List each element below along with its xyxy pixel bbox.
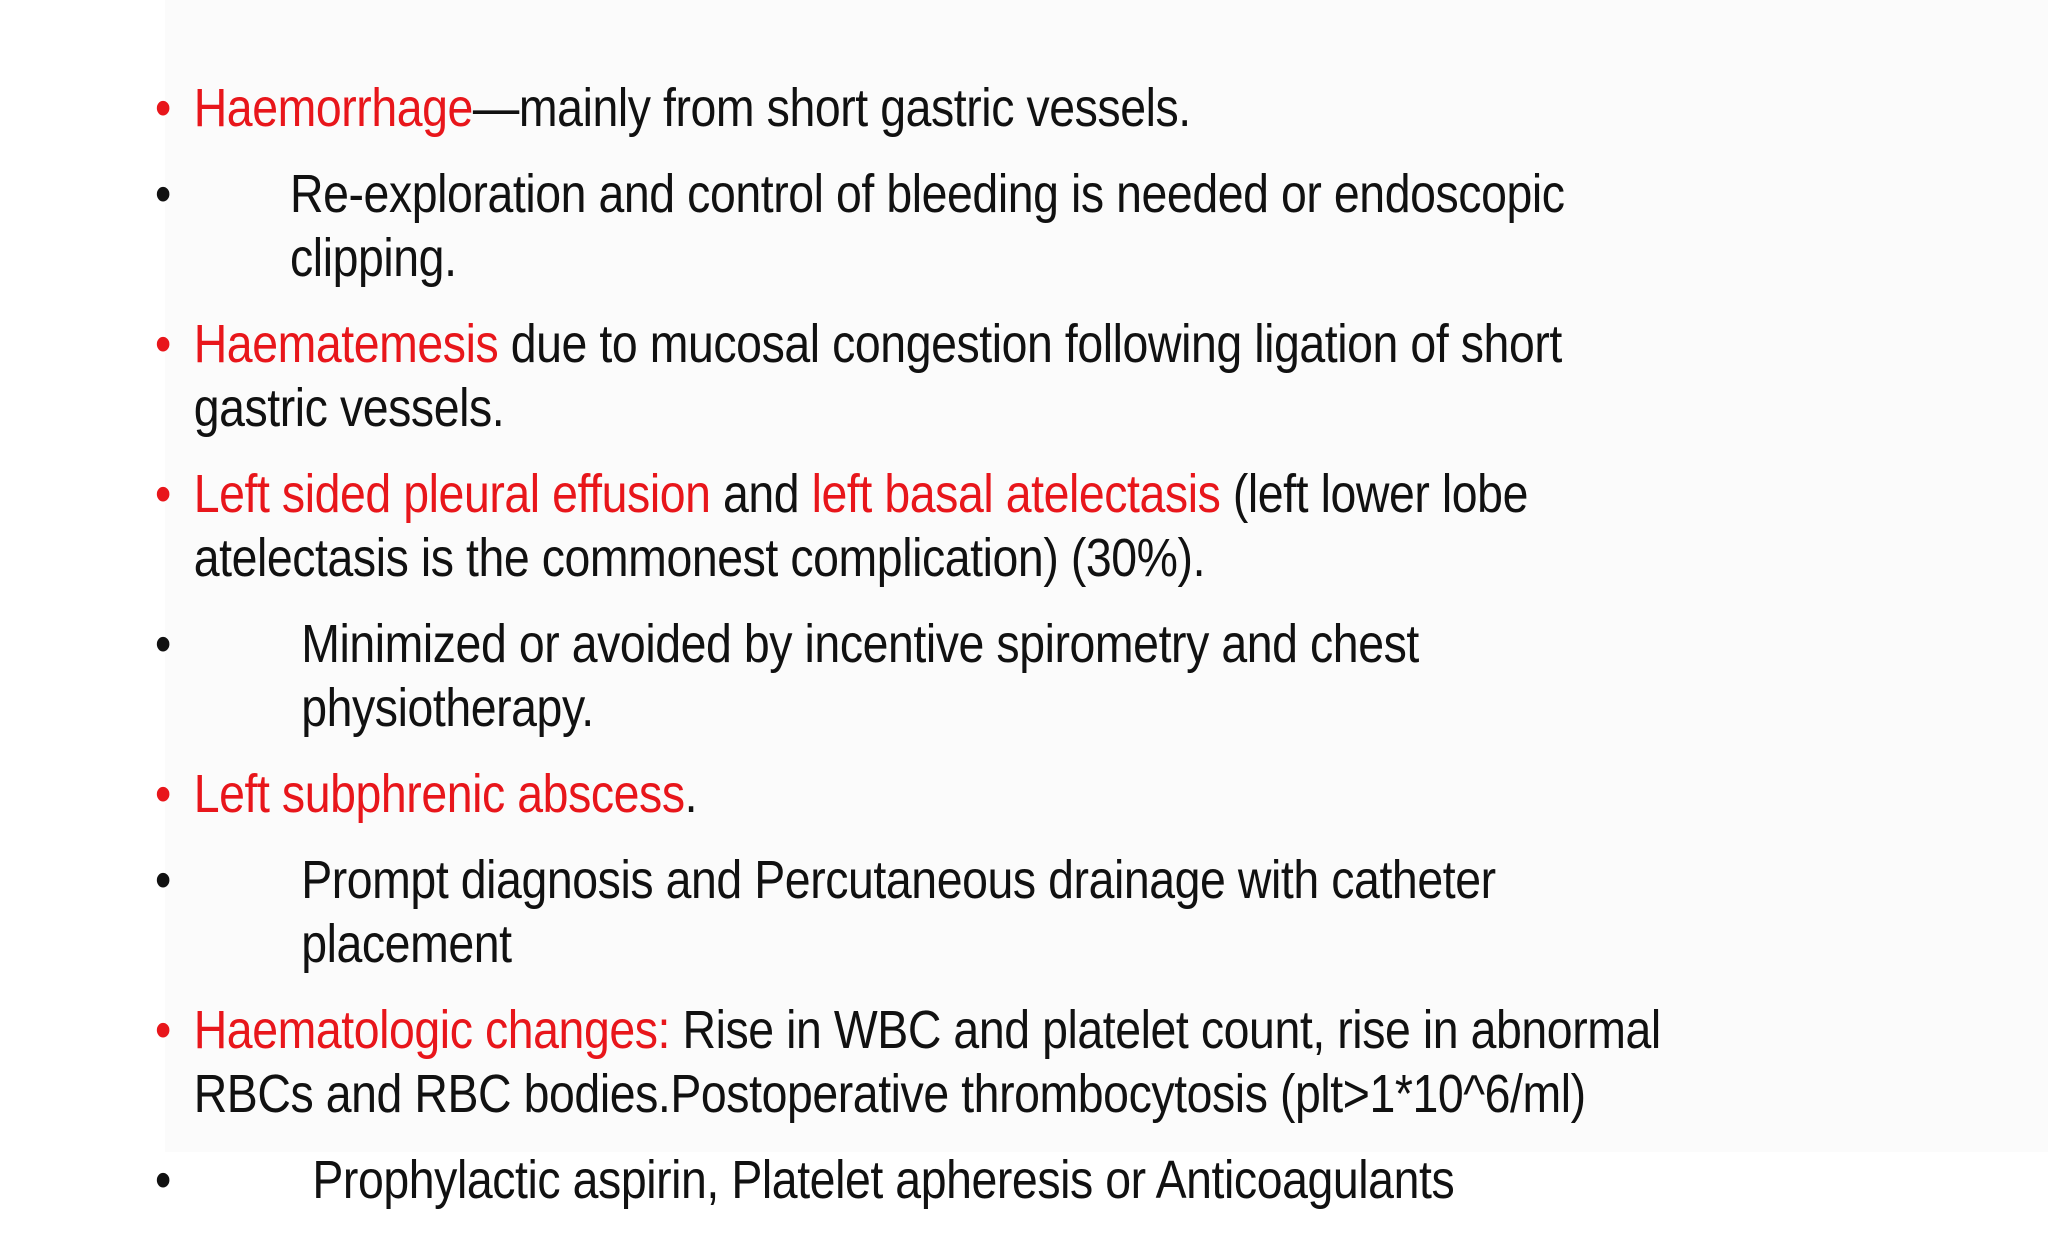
bullet-item-subphrenic-abscess bbox=[155, 762, 1703, 826]
bullet-item-haemorrhage bbox=[155, 76, 1703, 140]
bullet-icon: • bbox=[155, 764, 171, 824]
bullet-item-haematologic-changes bbox=[155, 998, 1703, 1126]
complication-title: Left sided pleural effusion bbox=[193, 464, 711, 524]
bullet-icon: • bbox=[155, 464, 171, 524]
bullet-item-management bbox=[155, 162, 1703, 290]
complication-title: Haematemesis bbox=[193, 314, 499, 374]
complication-connector: and bbox=[710, 464, 812, 524]
bullet-icon: • bbox=[155, 1000, 171, 1060]
bullet-icon: • bbox=[155, 1150, 171, 1210]
complication-description: . bbox=[684, 764, 698, 824]
bullet-icon: • bbox=[155, 314, 171, 374]
complication-title-secondary: left basal atelectasis bbox=[811, 464, 1221, 524]
complication-title: Haemorrhage bbox=[193, 78, 473, 138]
complication-title: Haematologic changes: bbox=[193, 1000, 671, 1060]
bullet-icon: • bbox=[155, 164, 171, 224]
bullet-item-haematemesis bbox=[155, 312, 1703, 440]
bullet-item-management bbox=[155, 1148, 1703, 1212]
bullet-item-management bbox=[155, 848, 1703, 976]
bullet-icon: • bbox=[155, 78, 171, 138]
bullet-list bbox=[155, 76, 1703, 1234]
management-text: Re-exploration and control of bleeding is needed or endoscopic clipping. bbox=[290, 164, 1565, 288]
complication-description: Rise in WBC and platelet count, rise in abnormal RBCs and RBC bodies.Postoperative thrombocytosis (plt>1*10^6/ml) bbox=[193, 1000, 1661, 1124]
management-text: Prompt diagnosis and Percutaneous drainage with catheter placement bbox=[301, 850, 1496, 974]
complication-description: due to mucosal congestion following ligation of short gastric vessels. bbox=[193, 314, 1562, 438]
bullet-icon: • bbox=[155, 614, 171, 674]
management-text: Minimized or avoided by incentive spirometry and chest physiotherapy. bbox=[301, 614, 1419, 738]
bullet-icon: • bbox=[155, 850, 171, 910]
complication-description: (left lower lobe atelectasis is the commonest complication) (30%). bbox=[193, 464, 1528, 588]
management-text: Prophylactic aspirin, Platelet apheresis or Anticoagulants bbox=[312, 1150, 1455, 1210]
complication-description: —mainly from short gastric vessels. bbox=[472, 78, 1191, 138]
bullet-item-management bbox=[155, 612, 1703, 740]
bullet-item-pleural-effusion bbox=[155, 462, 1703, 590]
complication-title: Left subphrenic abscess bbox=[193, 764, 685, 824]
